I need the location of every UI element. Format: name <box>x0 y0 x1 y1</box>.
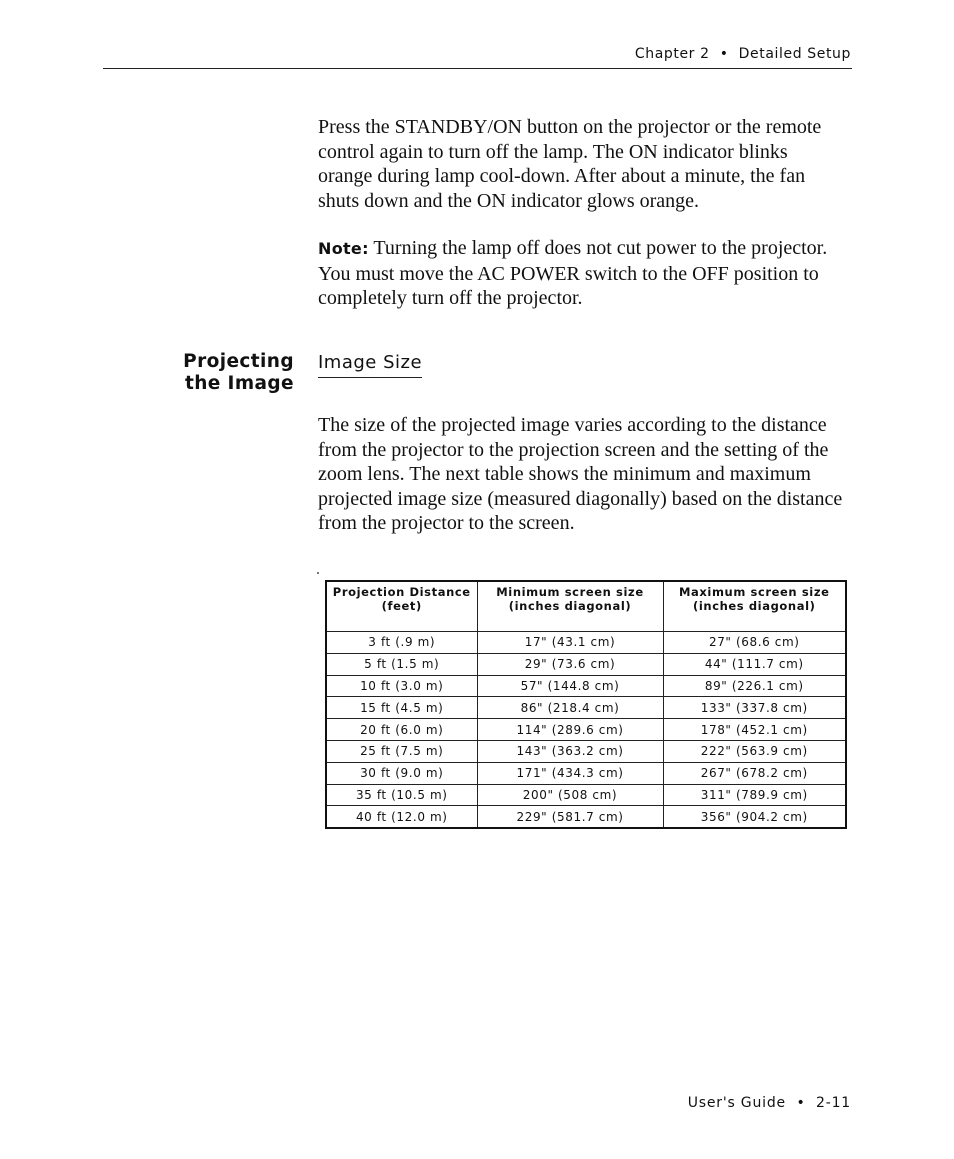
cell-distance: 15 ft (4.5 m) <box>326 697 477 719</box>
section-heading-line-1: Projecting <box>183 351 294 372</box>
table-header-row <box>326 581 846 632</box>
cell-maximum: 44" (111.7 cm) <box>663 653 846 675</box>
note-paragraph <box>318 236 843 311</box>
section-heading <box>100 351 294 395</box>
cell-distance: 20 ft (6.0 m) <box>326 719 477 741</box>
cell-distance: 30 ft (9.0 m) <box>326 762 477 784</box>
column-header-maximum: Maximum screen size (inches diagonal) <box>663 581 846 632</box>
table-row <box>326 675 846 697</box>
running-header <box>0 46 851 62</box>
cell-distance: 40 ft (12.0 m) <box>326 806 477 828</box>
cell-minimum: 171" (434.3 cm) <box>477 762 663 784</box>
cell-distance: 10 ft (3.0 m) <box>326 675 477 697</box>
cell-minimum: 200" (508 cm) <box>477 784 663 806</box>
footer-guide: User's Guide <box>687 1095 786 1111</box>
header-section: Detailed Setup <box>738 46 851 62</box>
cell-distance: 3 ft (.9 m) <box>326 632 477 654</box>
header-chapter: Chapter 2 <box>634 46 710 62</box>
cell-maximum: 133" (337.8 cm) <box>663 697 846 719</box>
table-row <box>326 784 846 806</box>
header-separator: • <box>719 46 729 62</box>
cell-maximum: 89" (226.1 cm) <box>663 675 846 697</box>
note-label: Note: <box>318 239 369 258</box>
column-header-distance: Projection Distance (feet) <box>326 581 477 632</box>
cell-minimum: 229" (581.7 cm) <box>477 806 663 828</box>
image-size-table <box>325 580 847 829</box>
table-row <box>326 719 846 741</box>
table-row <box>326 632 846 654</box>
running-footer <box>0 1095 851 1111</box>
table-row <box>326 740 846 762</box>
note-text: Turning the lamp off does not cut power to the projector. You must move the AC POWER switch to the OFF position to completely turn off the projector. <box>318 237 828 310</box>
header-rule <box>103 68 852 69</box>
cell-maximum: 267" (678.2 cm) <box>663 762 846 784</box>
cell-distance: 25 ft (7.5 m) <box>326 740 477 762</box>
cell-minimum: 114" (289.6 cm) <box>477 719 663 741</box>
cell-maximum: 27" (68.6 cm) <box>663 632 846 654</box>
table-row <box>326 653 846 675</box>
standby-paragraph: Press the STANDBY/ON button on the projector or the remote control again to turn off the lamp. The ON indicator blinks orange during lamp cool-down. After about a minute, the fan shuts down and the ON indicator glows orange. <box>318 116 822 212</box>
cell-maximum: 311" (789.9 cm) <box>663 784 846 806</box>
table-row <box>326 762 846 784</box>
column-header-minimum: Minimum screen size (inches diagonal) <box>477 581 663 632</box>
cell-maximum: 222" (563.9 cm) <box>663 740 846 762</box>
cell-distance: 5 ft (1.5 m) <box>326 653 477 675</box>
footer-separator: • <box>796 1095 806 1111</box>
table-row <box>326 697 846 719</box>
cell-distance: 35 ft (10.5 m) <box>326 784 477 806</box>
cell-minimum: 86" (218.4 cm) <box>477 697 663 719</box>
cell-minimum: 57" (144.8 cm) <box>477 675 663 697</box>
subheading-image-size: Image Size <box>318 352 422 378</box>
image-size-paragraph: The size of the projected image varies according to the distance from the projector to the projection screen and the setting of the zoom lens. The next table shows the minimum and maximum projected image size (measured diagonally) based on the distance from the projector to the screen. <box>318 414 843 535</box>
cell-maximum: 178" (452.1 cm) <box>663 719 846 741</box>
cell-minimum: 17" (43.1 cm) <box>477 632 663 654</box>
cell-maximum: 356" (904.2 cm) <box>663 806 846 828</box>
table-row <box>326 806 846 828</box>
cell-minimum: 29" (73.6 cm) <box>477 653 663 675</box>
stray-mark <box>317 572 319 574</box>
page-number: 2-11 <box>816 1095 851 1111</box>
section-heading-line-2: the Image <box>184 373 294 394</box>
cell-minimum: 143" (363.2 cm) <box>477 740 663 762</box>
